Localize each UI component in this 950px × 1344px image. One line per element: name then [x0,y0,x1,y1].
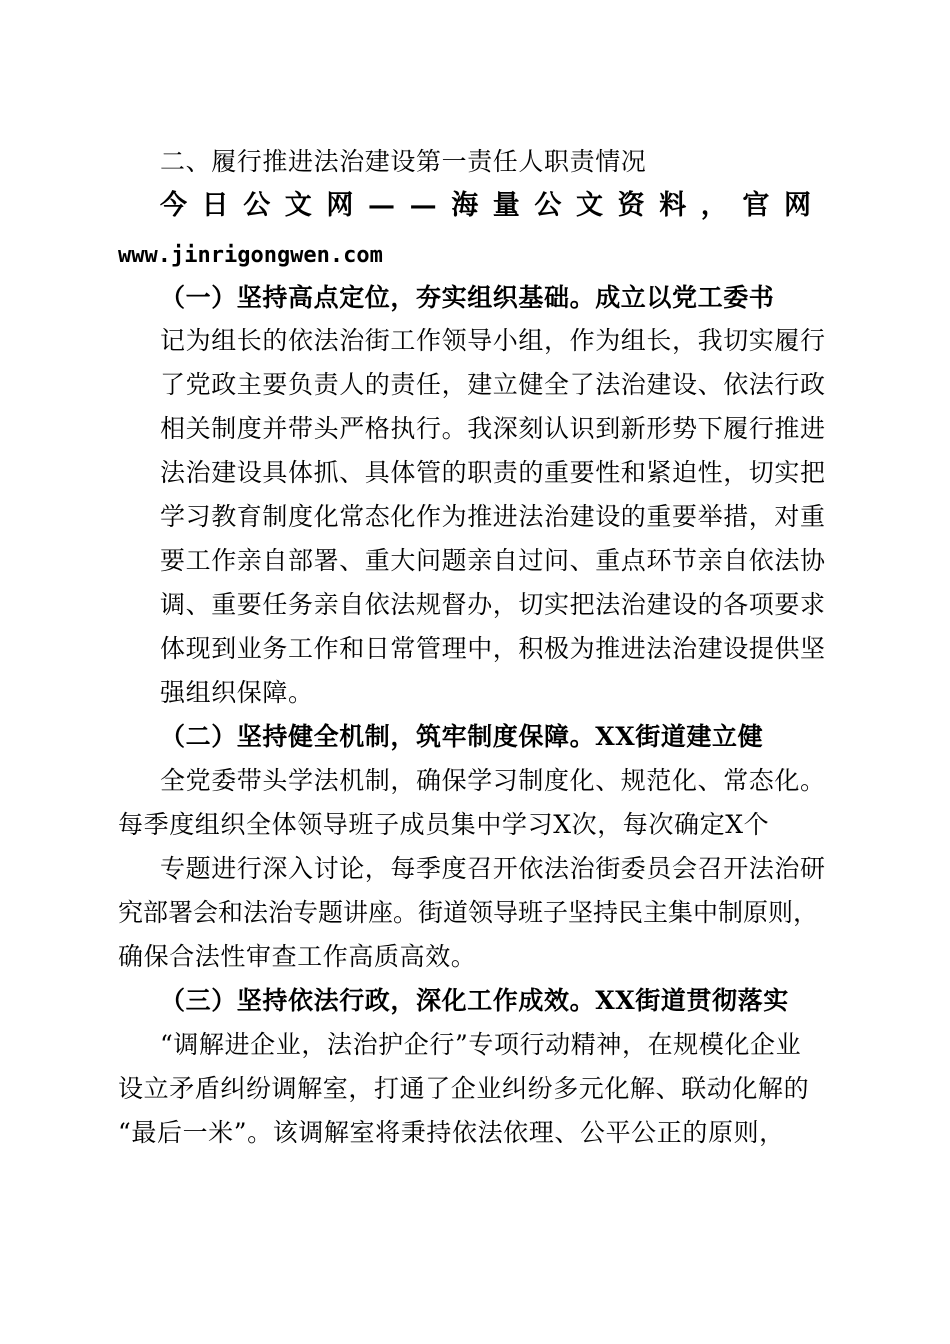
paragraph-3-line-1: （三）坚持依法行政，深化工作成效。XX街道贯彻落实 [160,986,789,1015]
paragraph-1-line-4: 相关制度并带头严格执行。我深刻认识到新形势下履行推进 [160,414,826,443]
paragraph-2-line-6: 确保合法性审查工作高质高效。 [118,942,477,971]
paragraph-2-line-5: 究部署会和法治专题讲座。街道领导班子坚持民主集中制原则， [118,898,819,927]
paragraph-1-line-9: 体现到业务工作和日常管理中，积极为推进法治建设提供坚 [160,634,826,663]
paragraph-1-line-2: 记为组长的依法治街工作领导小组，作为组长，我切实履行 [160,326,826,355]
paragraph-2-line-4: 专题进行深入讨论，每季度召开依法治街委员会召开法治研 [160,854,826,883]
paragraph-3-line-3: 设立矛盾纠纷调解室，打通了企业纠纷多元化解、联动化解的 [118,1074,810,1103]
section-heading: 二、履行推进法治建设第一责任人职责情况 [160,147,647,176]
paragraph-1-line-8: 调、重要任务亲自依法规督办，切实把法治建设的各项要求 [160,590,826,619]
paragraph-2-line-2: 全党委带头学法机制，确保学习制度化、规范化、常态化。 [160,766,826,795]
paragraph-1-line-3: 了党政主要负责人的责任，建立健全了法治建设、依法行政 [160,370,826,399]
paragraph-3-line-4: “最后一米”。该调解室将秉持依法依理、公平公正的原则， [118,1118,785,1147]
paragraph-3-line-2: “调解进企业，法治护企行”专项行动精神，在规模化企业 [160,1030,802,1059]
paragraph-1-line-5: 法治建设具体抓、具体管的职责的重要性和紧迫性，切实把 [160,458,826,487]
paragraph-1-line-7: 要工作亲自部署、重大问题亲自过问、重点环节亲自依法协 [160,546,826,575]
paragraph-2-line-3: 每季度组织全体领导班子成员集中学习X次，每次确定X个 [118,810,770,839]
paragraph-1-line-10: 强组织保障。 [160,678,314,707]
paragraph-2-line-1: （二）坚持健全机制，筑牢制度保障。XX街道建立健 [160,722,764,751]
watermark-url: www.jinrigongwen.com [118,243,383,268]
paragraph-1-line-6: 学习教育制度化常态化作为推进法治建设的重要举措，对重 [160,502,826,531]
watermark-banner: 今日公文网——海量公文资料，官网 [160,190,826,221]
paragraph-1-line-1: （一）坚持高点定位，夯实组织基础。成立以党工委书 [160,283,775,312]
